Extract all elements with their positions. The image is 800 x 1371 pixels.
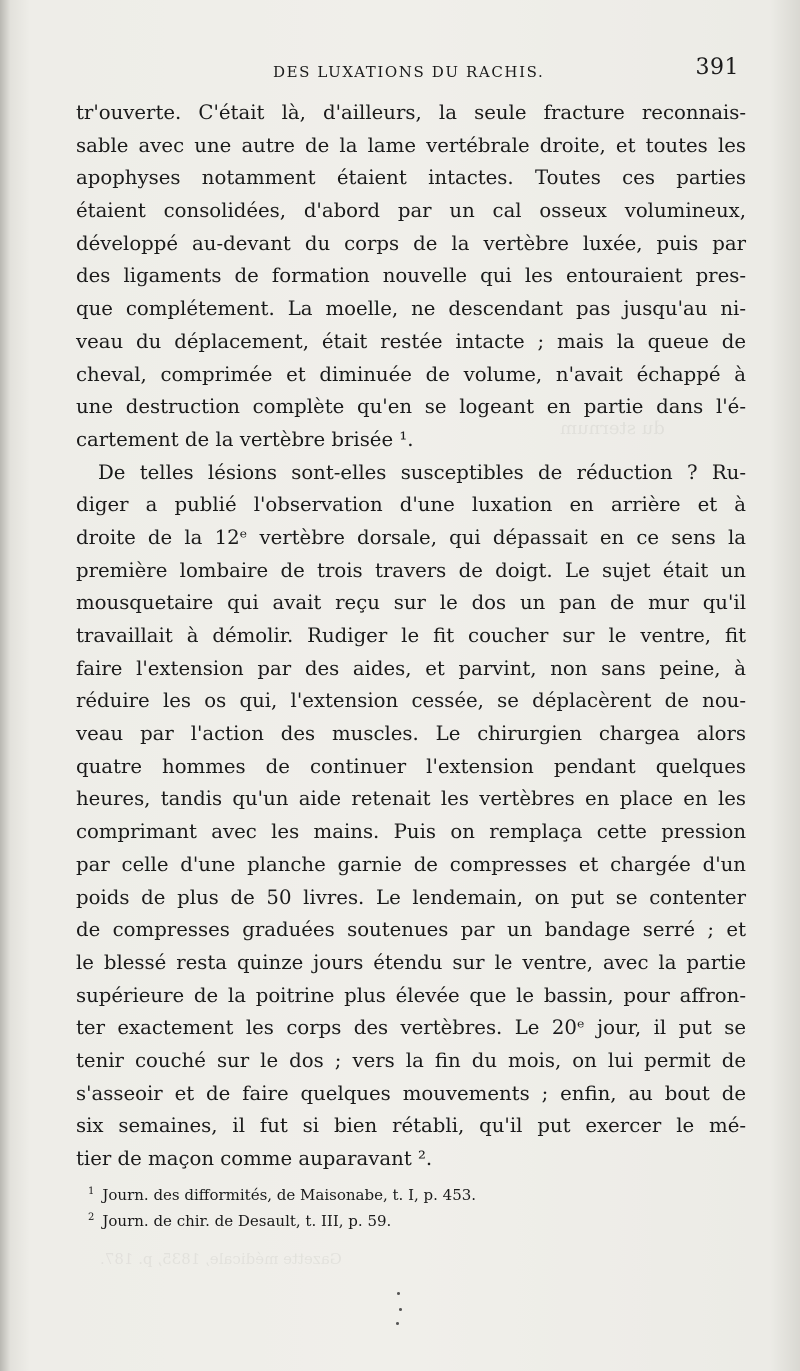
speck — [397, 1292, 400, 1295]
text-line: sable avec une autre de la lame vertébrale droite, et toutes les — [76, 133, 746, 157]
text-line: ter exactement les corps des vertèbres. Le 20ᵉ jour, il put se — [76, 1016, 746, 1040]
text-line: diger a publié l'observation d'une luxation en arrière et à — [76, 493, 746, 517]
running-header — [75, 55, 745, 95]
text-line: supérieure de la poitrine plus élevée que le bassin, pour affron- — [76, 983, 746, 1007]
text-line: veau du déplacement, était restée intacte ; mais la queue de — [76, 329, 746, 353]
text-line: le blessé resta quinze jours étendu sur le ventre, avec la partie — [76, 950, 746, 974]
text-line: poids de plus de 50 livres. Le lendemain, on put se contenter — [76, 885, 746, 909]
speck — [399, 1308, 402, 1311]
text-line: six semaines, il fut si bien rétabli, qu'il put exercer le mé- — [76, 1114, 746, 1138]
body-text — [76, 97, 746, 1176]
footnote-text: Journ. des difformités, de Maisonabe, t. I, p. 453. — [102, 1186, 477, 1204]
text-line: de compresses graduées soutenues par un bandage serré ; et — [76, 918, 746, 942]
text-line: cartement de la vertèbre brisée ¹. — [76, 427, 414, 451]
text-line: apophyses notamment étaient intactes. Toutes ces parties — [76, 166, 746, 190]
text-line: des ligaments de formation nouvelle qui les entouraient pres- — [76, 264, 746, 288]
text-line: tr'ouverte. C'était là, d'ailleurs, la seule fracture reconnais- — [76, 101, 746, 124]
footnotes — [88, 1182, 708, 1234]
text-line: comprimant avec les mains. Puis on remplaça cette pression — [76, 820, 746, 844]
running-title: DES LUXATIONS DU RACHIS. — [273, 63, 545, 81]
text-line: réduire les os qui, l'extension cessée, se déplacèrent de nou- — [76, 689, 746, 713]
text-line: faire l'extension par des aides, et parvint, non sans peine, à — [76, 656, 746, 680]
text-line: par celle d'une planche garnie de compresses et chargée d'un — [76, 852, 746, 876]
page-gutter-shadow — [0, 0, 10, 1371]
footnote-number: 2 — [88, 1212, 95, 1223]
footnote-text: Journ. de chir. de Desault, t. III, p. 59. — [102, 1212, 392, 1230]
text-line: De telles lésions sont-elles susceptibles de réduction ? Ru- — [98, 460, 746, 484]
text-line: quatre hommes de continuer l'extension pendant quelques — [76, 754, 746, 778]
text-line: tenir couché sur le dos ; vers la fin du mois, on lui permit de — [76, 1048, 746, 1072]
text-line: s'asseoir et de faire quelques mouvements ; enfin, au bout de — [76, 1081, 746, 1105]
text-line: cheval, comprimée et diminuée de volume, n'avait échappé à — [76, 362, 746, 386]
text-line: mousquetaire qui avait reçu sur le dos un pan de mur qu'il — [76, 591, 746, 615]
text-line: étaient consolidées, d'abord par un cal osseux volumineux, — [76, 199, 746, 223]
page-number: 391 — [695, 55, 739, 80]
bleed-through-text: du sternum — [560, 418, 665, 439]
footnote — [88, 1208, 708, 1234]
text-line: première lombaire de trois travers de doigt. Le sujet était un — [76, 558, 746, 582]
text-line: droite de la 12ᵉ vertèbre dorsale, qui dépassait en ce sens la — [76, 525, 746, 549]
text-line: une destruction complète qu'en se logeant en partie dans l'é- — [76, 395, 746, 419]
print-specks — [395, 1292, 405, 1332]
text-line: tier de maçon comme auparavant ². — [76, 1147, 433, 1170]
text-line: veau par l'action des muscles. Le chirurgien chargea alors — [76, 722, 746, 746]
text-line: heures, tandis qu'un aide retenait les vertèbres en place en les — [76, 787, 746, 811]
text-line: développé au-devant du corps de la vertèbre luxée, puis par — [76, 231, 746, 255]
bleed-through-text: Gazette médicale, 1835, p. 187. — [100, 1250, 342, 1268]
speck — [396, 1322, 399, 1325]
text-line: que complétement. La moelle, ne descendant pas jusqu'au ni- — [76, 297, 746, 321]
footnote-number: 1 — [88, 1186, 95, 1197]
text-line: travaillait à démolir. Rudiger le fit coucher sur le ventre, fit — [76, 624, 746, 647]
footnote — [88, 1182, 708, 1208]
